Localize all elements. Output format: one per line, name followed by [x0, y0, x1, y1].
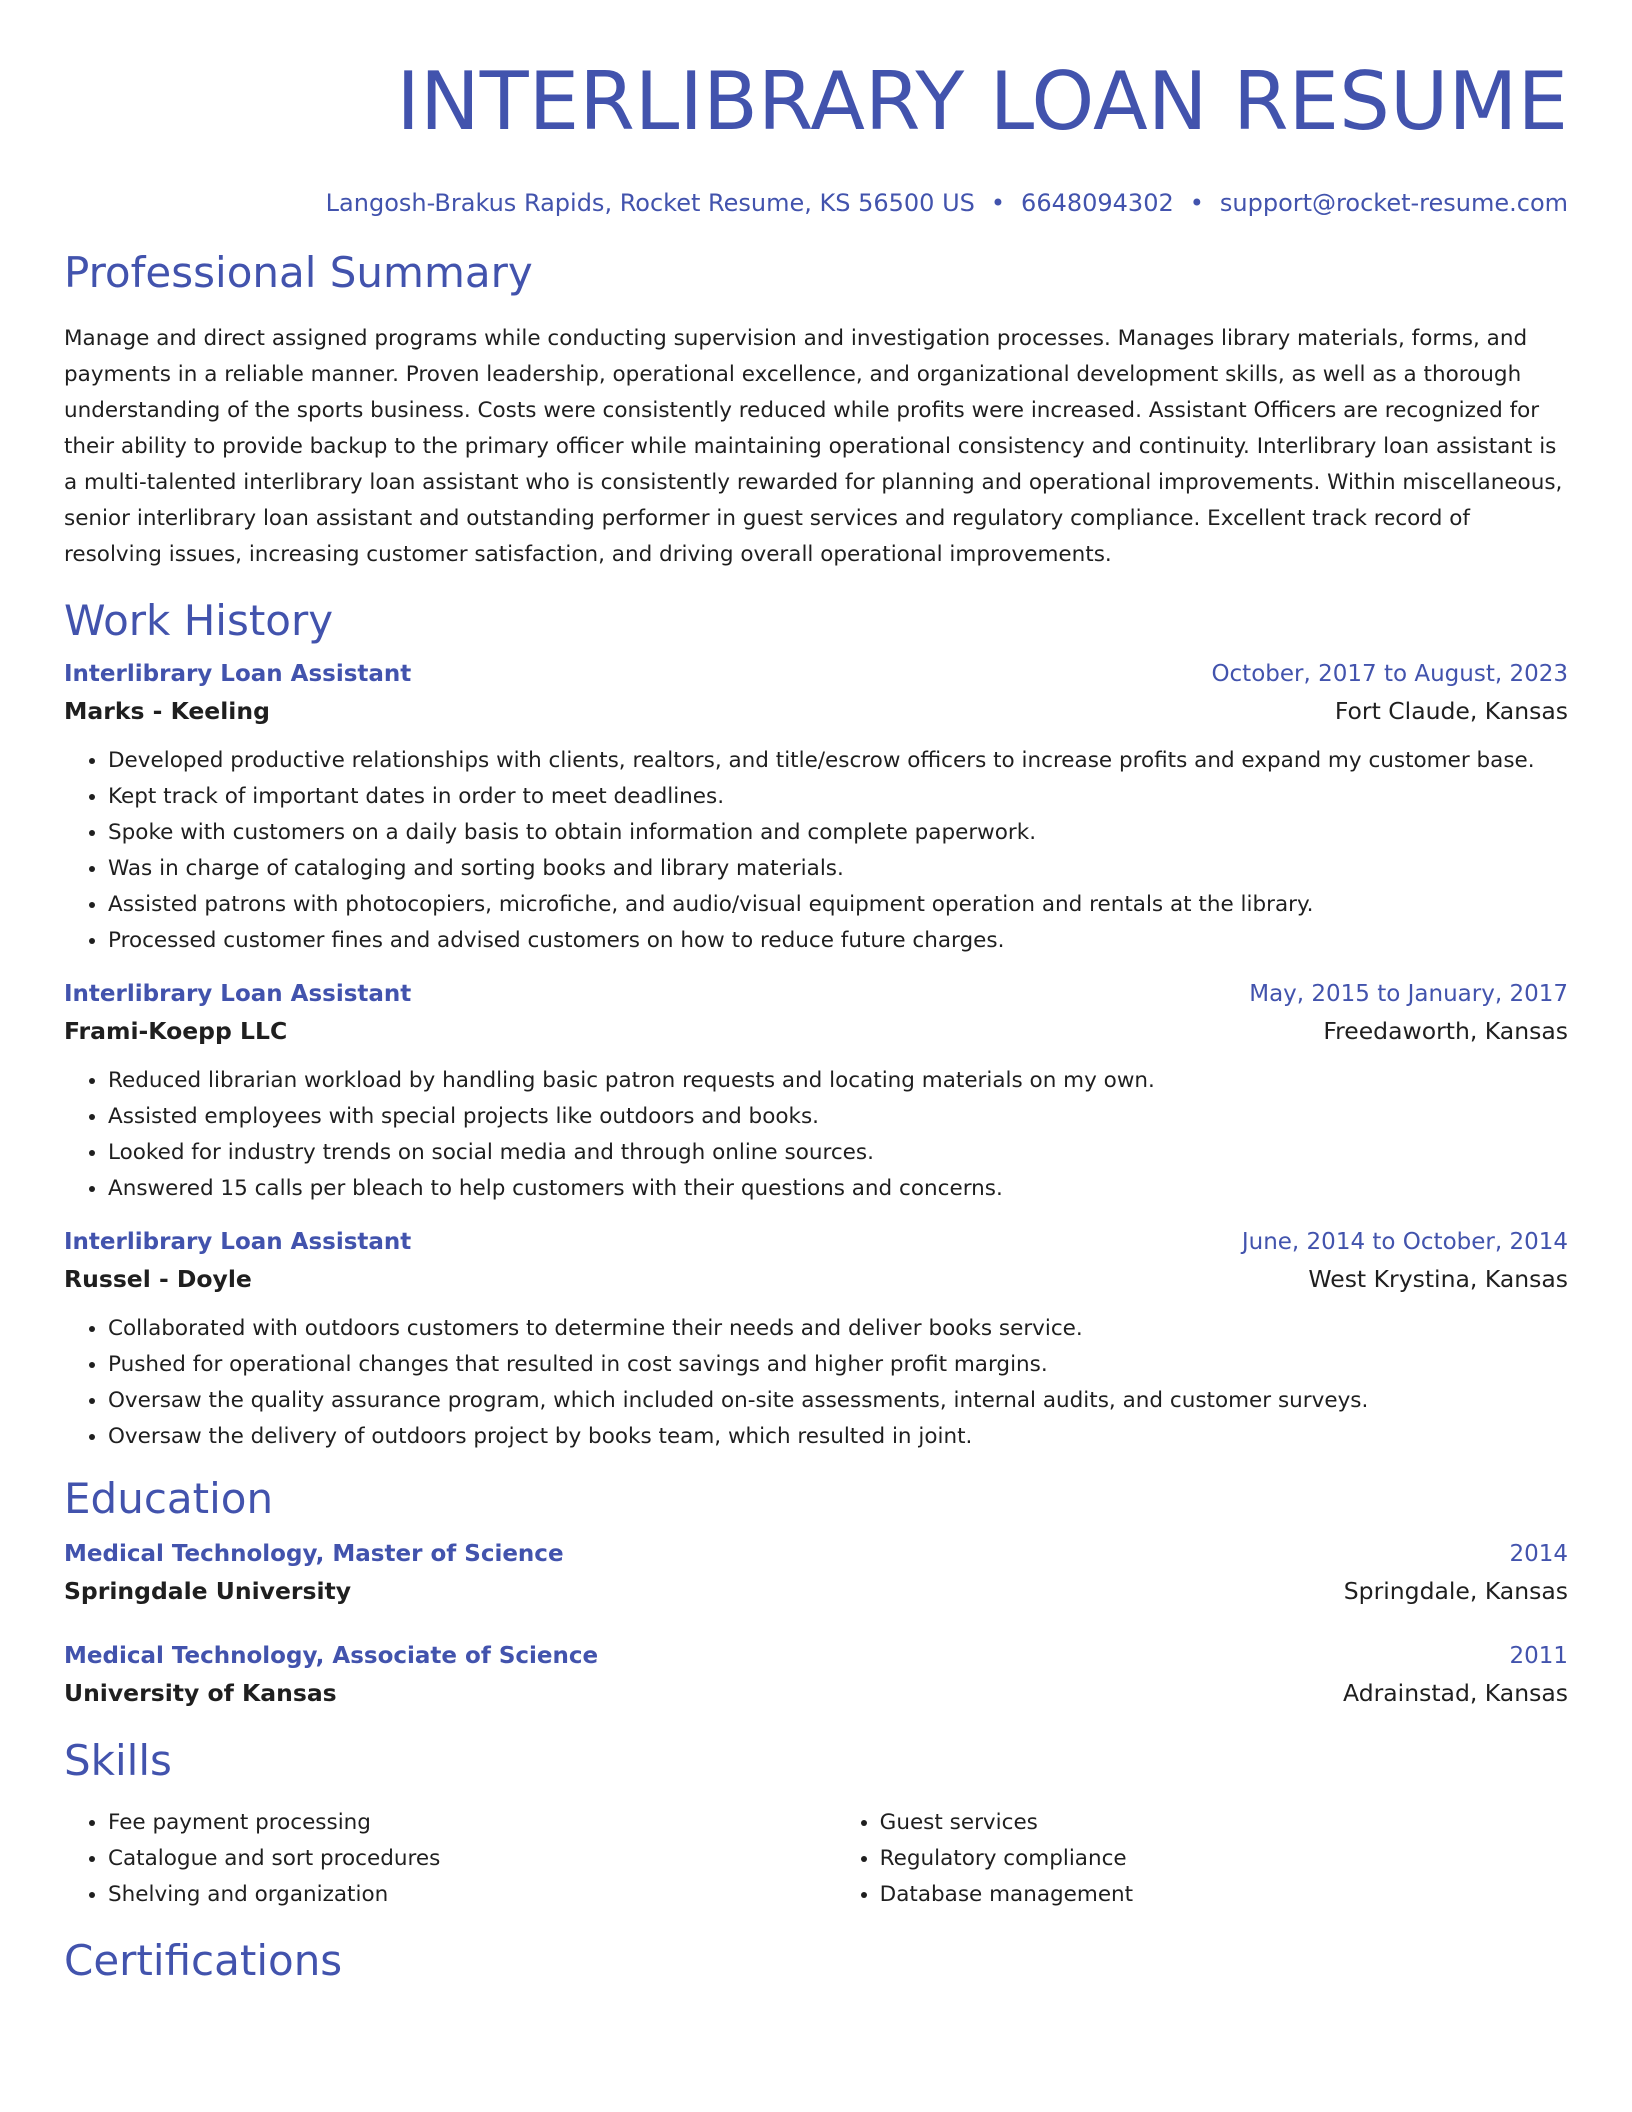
education-degree-row [64, 1639, 1568, 1673]
job-company: Russel - Doyle [64, 1265, 252, 1293]
list-item: • Guest services [880, 1805, 1568, 1841]
section-heading-work-history: Work History [64, 596, 334, 645]
section-heading-education: Education [64, 1474, 274, 1523]
list-item: • Regulatory compliance [880, 1841, 1568, 1877]
job-title-row [64, 977, 1568, 1011]
job-title: Interlibrary Loan Assistant [64, 981, 412, 1007]
skills-list-right [836, 1805, 1568, 1913]
job-location: West Krystina, Kansas [1308, 1265, 1568, 1293]
contact-separator: • [1189, 189, 1204, 217]
education-school-row [64, 1571, 1568, 1611]
education-school-row [64, 1673, 1568, 1713]
job-company-row [64, 1259, 1568, 1299]
summary-text: Manage and direct assigned programs while conducting supervision and investigation processes. Manages library materials, forms, and payments in a reliable manner. Proven leadership, operational excellence, and organizational development skills, as well as a thorough understanding of the sports business. Costs were consistently reduced while profits were increased. Assistant Officers are recognized for their ability to provide backup to the primary officer while maintaining operational consistency and continuity. Interlibrary loan assistant is a multi-talented interlibrary loan assistant who is consistently rewarded for planning and operational improvements. Within miscellaneous, senior interlibrary loan assistant and outstanding performer in guest services and regulatory compliance. Excellent track record of resolving issues, increasing customer satisfaction, and driving overall operational improvements. [64, 326, 1563, 567]
education-location: Springdale, Kansas [1343, 1577, 1568, 1605]
section-heading-skills: Skills [64, 1736, 172, 1785]
job-dates: October, 2017 to August, 2023 [1211, 661, 1568, 687]
list-item: • Reduced librarian workload by handling basic patron requests and locating materials on my own. [108, 1063, 1568, 1099]
education-year: 2014 [1509, 1541, 1568, 1567]
education-school: Springdale University [64, 1577, 352, 1605]
list-item: • Answered 15 calls per bleach to help customers with their questions and concerns. [108, 1171, 1568, 1207]
job-company-row [64, 1011, 1568, 1051]
education-degree: Medical Technology, Associate of Science [64, 1643, 599, 1669]
job-entry [64, 657, 1568, 959]
list-item: • Fee payment processing [108, 1805, 836, 1841]
job-company-row [64, 691, 1568, 731]
list-item: • Oversaw the quality assurance program, which included on-site assessments, internal audits, and customer surveys. [108, 1383, 1568, 1419]
list-item: • Pushed for operational changes that resulted in cost savings and higher profit margins. [108, 1347, 1568, 1383]
job-dates: June, 2014 to October, 2014 [1241, 1229, 1568, 1255]
job-location: Freedaworth, Kansas [1323, 1017, 1568, 1045]
education-entry [64, 1537, 1568, 1611]
contact-phone: 6648094302 [1021, 189, 1174, 217]
education-degree: Medical Technology, Master of Science [64, 1541, 564, 1567]
job-entry [64, 977, 1568, 1207]
contact-line [64, 188, 1568, 218]
resume-title: INTERLIBRARY LOAN RESUME [396, 55, 1568, 148]
section-heading-summary: Professional Summary [64, 248, 533, 297]
list-item: • Assisted employees with special projects like outdoors and books. [108, 1099, 1568, 1135]
list-item: • Catalogue and sort procedures [108, 1841, 836, 1877]
education-year: 2011 [1509, 1643, 1568, 1669]
resume-page [64, 0, 1568, 1987]
list-item: • Database management [880, 1877, 1568, 1913]
job-location: Fort Claude, Kansas [1334, 697, 1568, 725]
job-dates: May, 2015 to January, 2017 [1249, 981, 1568, 1007]
list-item: • Oversaw the delivery of outdoors project by books team, which resulted in joint. [108, 1419, 1568, 1455]
job-title: Interlibrary Loan Assistant [64, 1229, 412, 1255]
skills-columns [64, 1805, 1568, 1913]
list-item: • Shelving and organization [108, 1877, 836, 1913]
job-title-row [64, 1225, 1568, 1259]
list-item: • Looked for industry trends on social media and through online sources. [108, 1135, 1568, 1171]
job-company: Marks - Keeling [64, 697, 270, 725]
education-degree-row [64, 1537, 1568, 1571]
list-item: • Developed productive relationships with clients, realtors, and title/escrow officers to increase profits and expand my customer base. [108, 743, 1568, 779]
skills-list-left [64, 1805, 836, 1913]
section-heading-certifications: Certifications [64, 1936, 343, 1985]
list-item: • Spoke with customers on a daily basis to obtain information and complete paperwork. [108, 815, 1568, 851]
contact-address: Langosh-Brakus Rapids, Rocket Resume, KS 56500 US [325, 189, 975, 217]
job-bullets [64, 1311, 1568, 1455]
list-item: • Processed customer fines and advised customers on how to reduce future charges. [108, 923, 1568, 959]
contact-separator: • [990, 189, 1006, 217]
job-bullets [64, 743, 1568, 959]
list-item: • Collaborated with outdoors customers to determine their needs and deliver books service. [108, 1311, 1568, 1347]
education-entry [64, 1639, 1568, 1713]
education-location: Adrainstad, Kansas [1343, 1679, 1568, 1707]
job-title: Interlibrary Loan Assistant [64, 661, 412, 687]
job-company: Frami-Koepp LLC [64, 1017, 288, 1045]
contact-email[interactable]: support@rocket-resume.com [1219, 189, 1568, 217]
list-item: • Was in charge of cataloging and sorting books and library materials. [108, 851, 1568, 887]
job-title-row [64, 657, 1568, 691]
list-item: • Assisted patrons with photocopiers, microfiche, and audio/visual equipment operation and rentals at the library. [108, 887, 1568, 923]
job-bullets [64, 1063, 1568, 1207]
job-entry [64, 1225, 1568, 1455]
list-item: • Kept track of important dates in order to meet deadlines. [108, 779, 1568, 815]
education-school: University of Kansas [64, 1679, 337, 1707]
